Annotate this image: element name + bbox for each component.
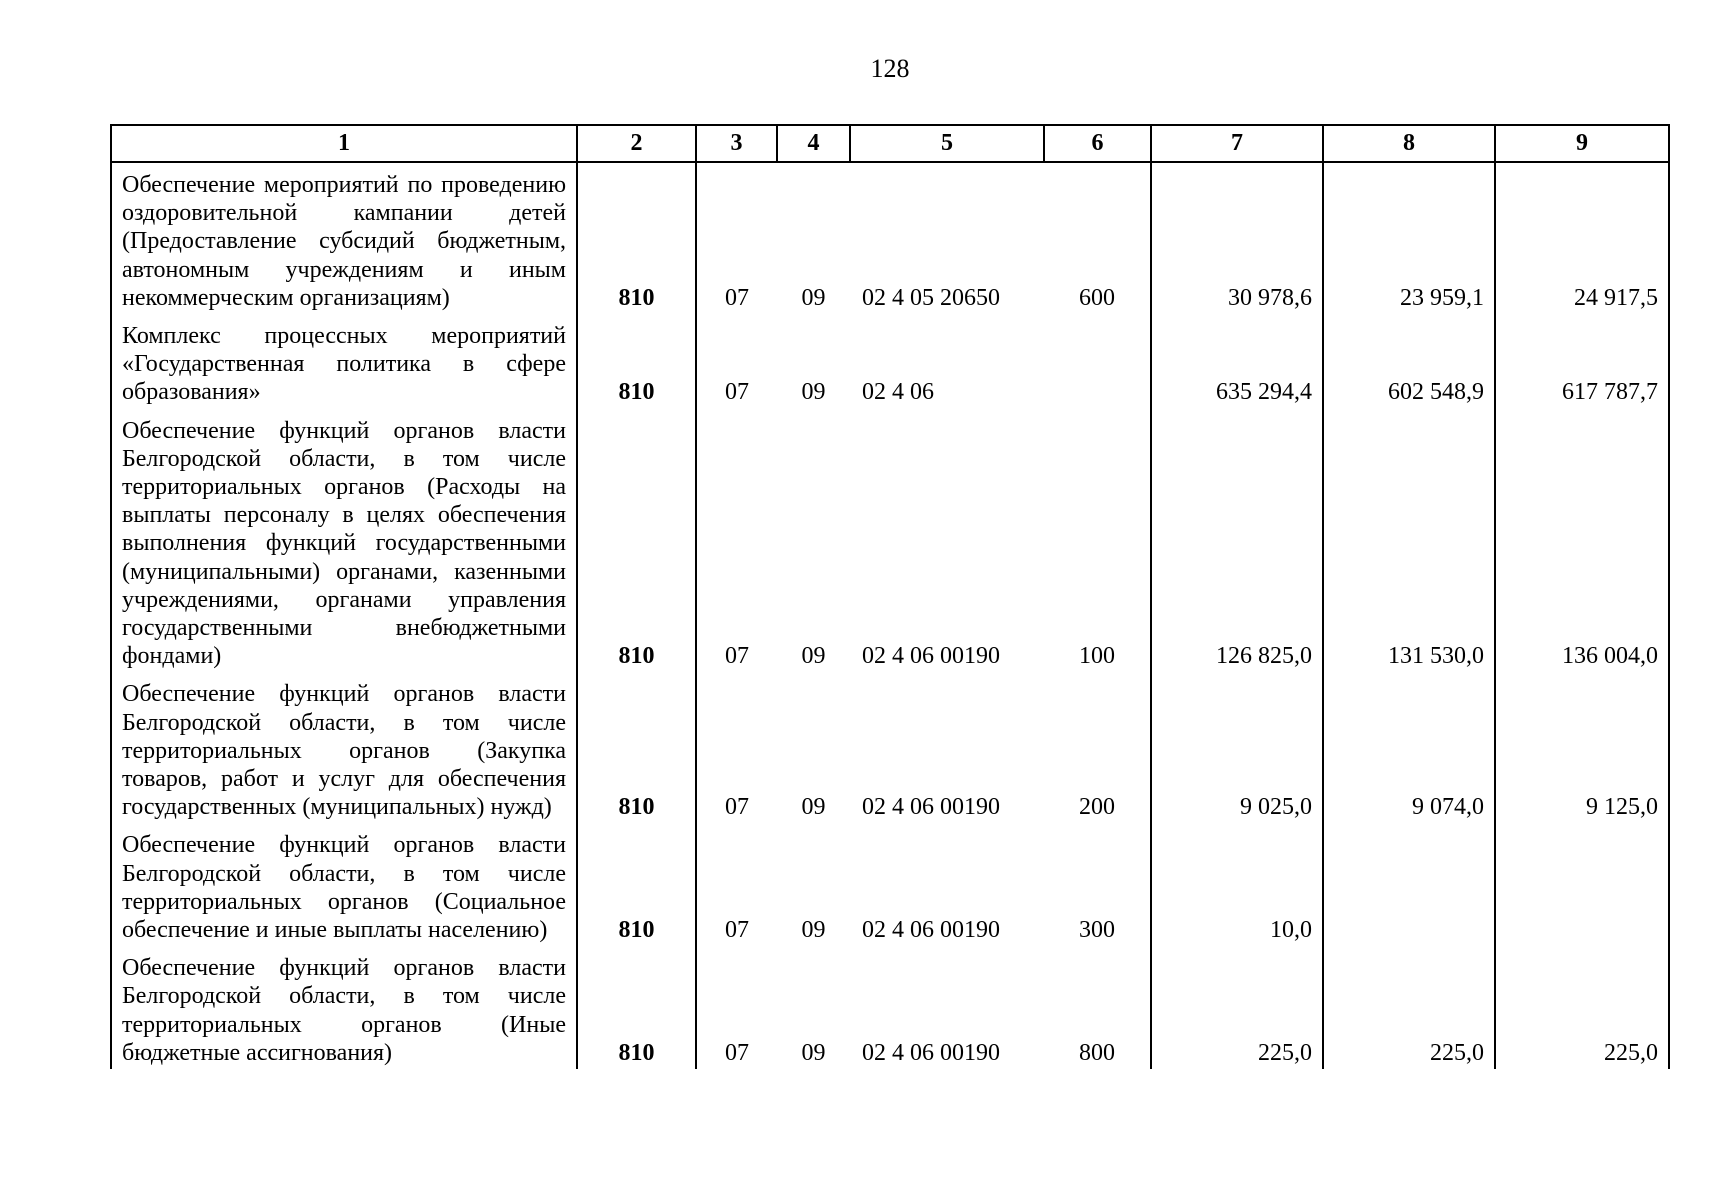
expense-type-cell: 100: [1044, 409, 1151, 673]
amount-col7-cell: 126 825,0: [1151, 409, 1323, 673]
table-row: [111, 672, 1669, 823]
budget-table: [110, 124, 1670, 1069]
expense-name-cell: Обеспечение функций органов власти Белгородской области, в том числе территориальных органов (Закупка товаров, работ и услуг для обеспечения государственных (муниципальных) нужд): [111, 672, 577, 823]
ministry-code-cell: 810: [577, 946, 696, 1069]
amount-col9-cell: 9 125,0: [1495, 672, 1669, 823]
amount-col7-cell: 9 025,0: [1151, 672, 1323, 823]
target-article-cell: 02 4 06 00190: [862, 917, 1000, 944]
table-row: [111, 162, 1669, 314]
column-header: 8: [1323, 125, 1495, 162]
target-article-cell: 02 4 06 00190: [862, 1039, 1000, 1066]
amount-col7-cell: 10,0: [1151, 823, 1323, 946]
column-header: 9: [1495, 125, 1669, 162]
subsection-cell: 09: [801, 284, 826, 311]
amount-col7-cell: 635 294,4: [1151, 314, 1323, 409]
section-cell: 07: [696, 946, 777, 1069]
expense-name-cell: Обеспечение функций органов власти Белгородской области, в том числе территориальных органов (Социальное обеспечение и иные выплаты населению): [111, 823, 577, 946]
table-row: [111, 946, 1669, 1069]
expense-type-cell: 800: [1044, 946, 1151, 1069]
subsection-cell: 09: [801, 917, 826, 944]
column-header: 4: [777, 125, 850, 162]
section-cell: 07: [696, 314, 777, 409]
amount-col7-cell: 225,0: [1151, 946, 1323, 1069]
expense-name-cell: Обеспечение функций органов власти Белгородской области, в том числе территориальных органов (Иные бюджетные ассигнования): [111, 946, 577, 1069]
table-header-row: [111, 125, 1669, 162]
column-header: 6: [1044, 125, 1151, 162]
subsection-cell: 09: [801, 794, 826, 821]
ministry-code-cell: 810: [577, 314, 696, 409]
expense-name-cell: Обеспечение функций органов власти Белгородской области, в том числе территориальных органов (Расходы на выплаты персоналу в целях обеспечения выполнения функций государственными (муниципальными) органами, казенными учреждениями, органами управления государственными внебюджетными фондами): [111, 409, 577, 673]
column-header: 1: [111, 125, 577, 162]
amount-col9-cell: 136 004,0: [1495, 409, 1669, 673]
section-cell: 07: [696, 823, 777, 946]
ministry-code-cell: 810: [577, 672, 696, 823]
amount-col8-cell: 225,0: [1323, 946, 1495, 1069]
table-row: [111, 823, 1669, 946]
amount-col8-cell: [1323, 823, 1495, 946]
ministry-code-cell: 810: [577, 823, 696, 946]
table-row: [111, 314, 1669, 409]
column-header: 2: [577, 125, 696, 162]
section-cell: 07: [696, 672, 777, 823]
column-header: 3: [696, 125, 777, 162]
target-article-cell: 02 4 06 00190: [862, 643, 1000, 670]
expense-name-cell: Комплекс процессных мероприятий «Государственная политика в сфере образования»: [111, 314, 577, 409]
expense-name-cell: Обеспечение мероприятий по проведению оздоровительной кампании детей (Предоставление субсидий бюджетным, автономным учреждениям и иным некоммерческим организациям): [111, 162, 577, 314]
section-cell: 07: [696, 162, 777, 314]
amount-col9-cell: [1495, 823, 1669, 946]
amount-col8-cell: 131 530,0: [1323, 409, 1495, 673]
target-article-cell: 02 4 06: [862, 379, 934, 406]
amount-col9-cell: 24 917,5: [1495, 162, 1669, 314]
section-cell: 07: [696, 409, 777, 673]
column-header: 5: [850, 125, 1044, 162]
table-row: [111, 409, 1669, 673]
amount-col8-cell: 23 959,1: [1323, 162, 1495, 314]
amount-col9-cell: 225,0: [1495, 946, 1669, 1069]
amount-col7-cell: 30 978,6: [1151, 162, 1323, 314]
expense-type-cell: 300: [1044, 823, 1151, 946]
amount-col8-cell: 602 548,9: [1323, 314, 1495, 409]
subsection-cell: 09: [801, 379, 826, 406]
amount-col8-cell: 9 074,0: [1323, 672, 1495, 823]
subsection-cell: 09: [801, 643, 826, 670]
page-number: 128: [870, 54, 910, 83]
expense-type-cell: 600: [1044, 162, 1151, 314]
ministry-code-cell: 810: [577, 409, 696, 673]
target-article-cell: 02 4 06 00190: [862, 794, 1000, 821]
expense-type-cell: [1044, 314, 1151, 409]
subsection-cell: 09: [801, 1039, 826, 1066]
column-header: 7: [1151, 125, 1323, 162]
expense-type-cell: 200: [1044, 672, 1151, 823]
ministry-code-cell: 810: [577, 162, 696, 314]
amount-col9-cell: 617 787,7: [1495, 314, 1669, 409]
target-article-cell: 02 4 05 20650: [862, 284, 1000, 311]
